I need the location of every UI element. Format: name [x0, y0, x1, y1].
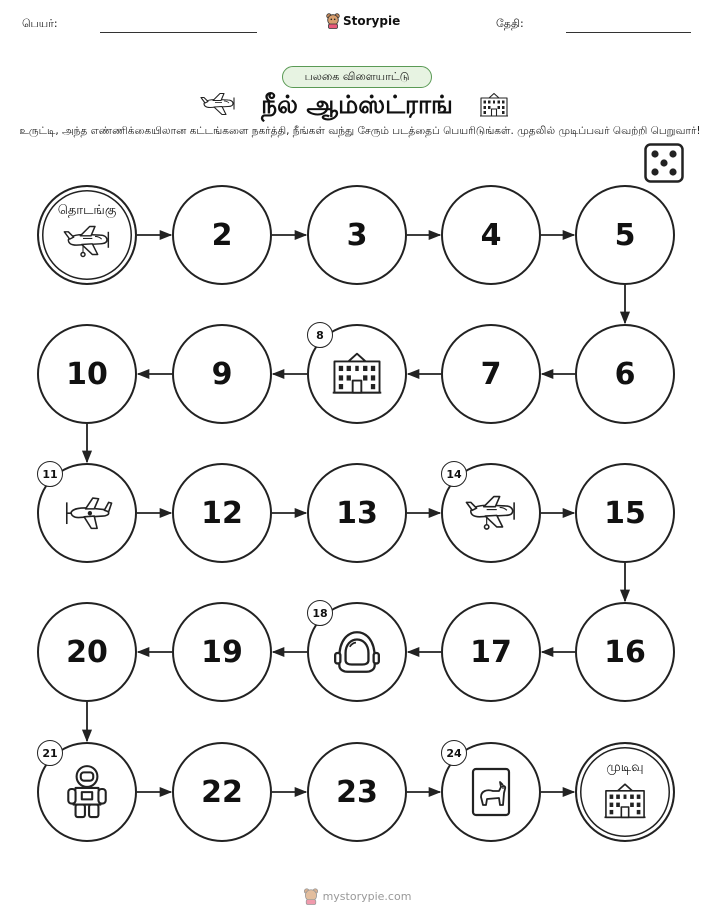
- board-cell-18: [307, 602, 407, 702]
- cell-number: 20: [66, 634, 108, 670]
- cell-number: 22: [201, 774, 243, 810]
- space-helmet-icon: [331, 626, 383, 678]
- board-cell-6: [575, 324, 675, 424]
- board-cell-19: [172, 602, 272, 702]
- board-cell-finish: [575, 742, 675, 842]
- instructions-text: உருட்டி, அந்த எண்ணிக்கையிலான கட்டங்களை நகர்த்தி, நீங்கள் வந்து சேரும் படத்தைப் பெயரிடுங்கள். முதலில் முடிப்பவர் வெற்றி பெறுவார்!: [19, 125, 701, 137]
- board-cell-21: [37, 742, 137, 842]
- board-cell-12: [172, 463, 272, 563]
- cell-number: 4: [480, 217, 502, 253]
- cell-number: 7: [480, 356, 502, 392]
- cell-number: 2: [211, 217, 233, 253]
- cell-number: 16: [604, 634, 646, 670]
- board-cell-24: [441, 742, 541, 842]
- page-title: நீல் ஆம்ஸ்ட்ராங்: [261, 90, 453, 119]
- cell-number: 13: [336, 495, 378, 531]
- board-cell-5: [575, 185, 675, 285]
- name-label: பெயர்:: [22, 17, 58, 30]
- footer: [0, 888, 714, 905]
- start-label: தொடங்கு: [57, 203, 117, 218]
- board-cell-23: [307, 742, 407, 842]
- cell-number: 6: [614, 356, 636, 392]
- airplane-icon: [465, 495, 517, 531]
- cell-number-badge: 14: [441, 461, 467, 487]
- board-cell-7: [441, 324, 541, 424]
- building-icon: [577, 782, 673, 820]
- board-cell-8: [307, 324, 407, 424]
- cell-number-badge: 8: [307, 322, 333, 348]
- cell-number: 17: [470, 634, 512, 670]
- cell-number: 23: [336, 774, 378, 810]
- finish-label: முடிவு: [606, 760, 644, 775]
- cell-number-badge: 21: [37, 740, 63, 766]
- board-cell-20: [37, 602, 137, 702]
- board-cell-14: [441, 463, 541, 563]
- cell-number: 15: [604, 495, 646, 531]
- board-cell-17: [441, 602, 541, 702]
- board-cell-9: [172, 324, 272, 424]
- bear-logo-icon: [303, 888, 319, 905]
- dog-card-icon: [471, 767, 511, 817]
- cell-number: 5: [614, 217, 636, 253]
- brand-name: Storypie: [343, 14, 401, 28]
- board-cell-4: [441, 185, 541, 285]
- board-cell-13: [307, 463, 407, 563]
- cell-number: 9: [211, 356, 233, 392]
- board-cell-22: [172, 742, 272, 842]
- airplane-icon: [39, 225, 135, 259]
- cell-number-badge: 18: [307, 600, 333, 626]
- cell-number: 3: [346, 217, 368, 253]
- category-badge: பலகை விளையாட்டு: [282, 66, 432, 88]
- cell-number-badge: 24: [441, 740, 467, 766]
- cell-number: 12: [201, 495, 243, 531]
- cell-number: 10: [66, 356, 108, 392]
- board-cell-start: [37, 185, 137, 285]
- footer-url: mystorypie.com: [322, 890, 412, 903]
- board-cell-16: [575, 602, 675, 702]
- board-cell-3: [307, 185, 407, 285]
- board-cell-10: [37, 324, 137, 424]
- fighter-plane-icon: [61, 495, 113, 531]
- cell-number-badge: 11: [37, 461, 63, 487]
- building-icon: [331, 351, 383, 396]
- cell-number: 19: [201, 634, 243, 670]
- astronaut-icon: [61, 763, 113, 820]
- board-cell-15: [575, 463, 675, 563]
- board-cell-11: [37, 463, 137, 563]
- date-label: தேதி:: [496, 17, 524, 30]
- board-cell-2: [172, 185, 272, 285]
